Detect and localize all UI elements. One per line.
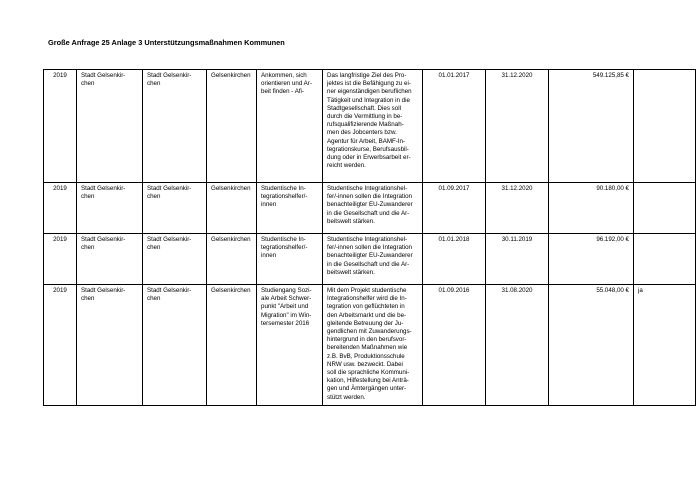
location-cell: Gelsenkirchen [207, 285, 257, 406]
project-cell: Studiengang Sozi- ale Arbeit Schwer- punkt "Arbeit und Migration" im Win- tersemester 2016 [257, 285, 323, 406]
amount-cell: 549.125,85 € [549, 70, 634, 183]
project-cell: Studentische In- tegrationshelfer/- innen [257, 183, 323, 234]
table-row [44, 285, 696, 406]
description-cell: Studentische Integrationshel- fer/-innen sollen die Integration benachteiligter EU-Zuwanderer in die Gesellschaft und die Ar- beitswelt stärken. [323, 234, 423, 285]
municipality-cell: Stadt Gelsenkir- chen [143, 70, 207, 183]
start-date-cell: 01.01.2018 [423, 234, 486, 285]
description-cell: Studentische Integrationshel- fer/-innen sollen die Integration benachteiligter EU-Zuwanderer in die Gesellschaft und die Ar- beitswelt stärken. [323, 183, 423, 234]
flag-cell [634, 70, 696, 183]
municipality-cell: Stadt Gelsenkir- chen [143, 183, 207, 234]
description-cell: Das langfristige Ziel des Pro- jektes ist die Befähigung zu ei- ner eigenständigen beruflichen Tätigkeit und Integration in die Stadtgesellschaft. Dies soll durch die Vermittlung in be- rufsqualifizierende Maßnah- men des Jobcenters bzw. Agentur für Arbeit, BAMF-In- tegrationskurse, Berufsausbil- dung oder in Erwerbsarbeit er- reicht werden. [323, 70, 423, 183]
year-cell: 2019 [44, 234, 77, 285]
year-cell: 2019 [44, 285, 77, 406]
amount-cell: 90.180,00 € [549, 183, 634, 234]
year-cell: 2019 [44, 70, 77, 183]
applicant-cell: Stadt Gelsenkir- chen [77, 183, 143, 234]
description-cell: Mit dem Projekt studentische Integrationshelfer wird die In- tegration von geflüchteten in den Arbeitsmarkt und die be- gleitende Betreuung der Ju- gendlichen mit Zuwanderungs- hintergrund in den berufsvor- bereitenden Maßnahmen wie z.B. BvB, Produktionsschule NRW usw. bezweckt. Dabei soll die sprachliche Kommuni- kation, Hilfestellung bei Anträ- gen und Ämtergängen unter- stützt werden. [323, 285, 423, 406]
end-date-cell: 31.12.2020 [486, 183, 549, 234]
table-row [44, 70, 696, 183]
start-date-cell: 01.09.2017 [423, 183, 486, 234]
end-date-cell: 31.08.2020 [486, 285, 549, 406]
flag-cell: ja [634, 285, 696, 406]
project-cell: Ankommen, sich orientieren und Ar- beit finden - Afi- [257, 70, 323, 183]
location-cell: Gelsenkirchen [207, 234, 257, 285]
document-title: Große Anfrage 25 Anlage 3 Unterstützungsmaßnahmen Kommunen [48, 38, 285, 47]
end-date-cell: 30.11.2019 [486, 234, 549, 285]
applicant-cell: Stadt Gelsenkir- chen [77, 70, 143, 183]
location-cell: Gelsenkirchen [207, 70, 257, 183]
start-date-cell: 01.01.2017 [423, 70, 486, 183]
applicant-cell: Stadt Gelsenkir- chen [77, 234, 143, 285]
applicant-cell: Stadt Gelsenkir- chen [77, 285, 143, 406]
table-row [44, 234, 696, 285]
funding-table [43, 69, 696, 406]
municipality-cell: Stadt Gelsenkir- chen [143, 285, 207, 406]
project-cell: Studentische In- tegrationshelfer/- innen [257, 234, 323, 285]
end-date-cell: 31.12.2020 [486, 70, 549, 183]
start-date-cell: 01.09.2016 [423, 285, 486, 406]
municipality-cell: Stadt Gelsenkir- chen [143, 234, 207, 285]
table-row [44, 183, 696, 234]
location-cell: Gelsenkirchen [207, 183, 257, 234]
amount-cell: 96.192,00 € [549, 234, 634, 285]
year-cell: 2019 [44, 183, 77, 234]
amount-cell: 55.048,00 € [549, 285, 634, 406]
flag-cell [634, 183, 696, 234]
flag-cell [634, 234, 696, 285]
